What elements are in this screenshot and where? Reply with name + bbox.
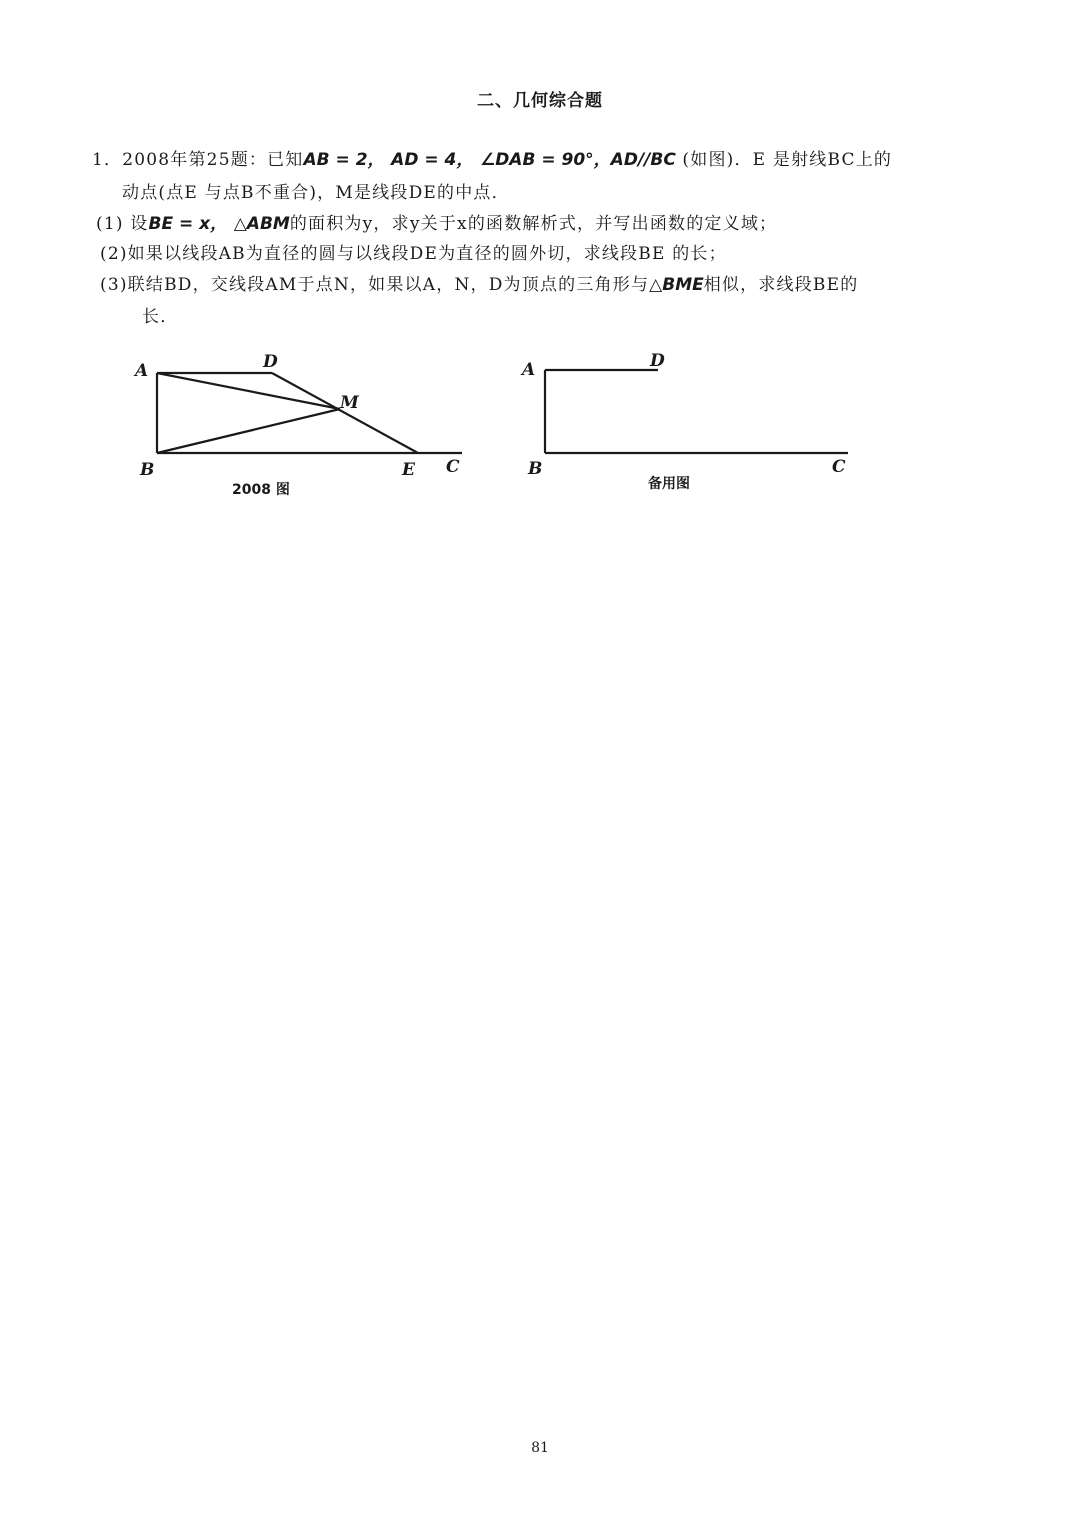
question-3-suffix: 相似，求线段BE的 (703, 275, 859, 295)
question-1-triangle: △ABM (233, 214, 290, 234)
point-label-b: B (140, 460, 155, 480)
problem-line-1 (92, 145, 892, 170)
question-1-prefix: (1) 设 (96, 214, 149, 234)
segment-bm (157, 409, 340, 453)
given-ab: AB = 2， (303, 150, 385, 170)
spare-point-label-c: C (832, 457, 846, 477)
given-angle-dab: ∠DAB = 90°， (479, 150, 611, 170)
question-2: (2)如果以线段AB为直径的圆与以线段DE为直径的圆外切，求线段BE 的长； (100, 244, 727, 264)
section-title: 二、几何综合题 (477, 91, 603, 111)
point-label-d: D (263, 352, 278, 372)
page-number: 81 (531, 1440, 549, 1456)
problem-intro: 1．2008年第25题：已知 (92, 150, 304, 170)
given-parallel: AD//BC (610, 150, 676, 170)
figure-spare (510, 345, 870, 505)
point-label-a: A (135, 361, 149, 381)
question-1 (96, 209, 777, 234)
spare-point-label-d: D (650, 351, 665, 371)
point-label-m: M (340, 393, 359, 413)
question-3-continuation: 长． (142, 307, 179, 327)
question-3-triangle: △BME (649, 275, 704, 295)
point-label-e: E (402, 460, 415, 480)
problem-intro-suffix: (如图)．E 是射线BC上的 (682, 150, 893, 170)
question-3-prefix: (3)联结BD，交线段AM于点N，如果以A，N，D为顶点的三角形与 (100, 275, 650, 295)
segment-am (157, 373, 340, 409)
given-ad: AD = 4， (391, 150, 474, 170)
figure-2008-caption: 2008 图 (232, 482, 290, 498)
spare-point-label-a: A (522, 360, 536, 380)
segment-de (272, 373, 418, 453)
point-label-c: C (446, 457, 460, 477)
question-3 (100, 270, 858, 295)
problem-line-2: 动点(点E 与点B不重合)，M是线段DE的中点． (122, 183, 510, 203)
spare-point-label-b: B (528, 459, 543, 479)
question-1-suffix: 的面积为y，求y关于x的函数解析式，并写出函数的定义域； (289, 214, 778, 234)
question-1-be: BE = x， (148, 214, 228, 234)
figure-2008 (120, 345, 480, 505)
figure-spare-caption: 备用图 (648, 476, 690, 492)
